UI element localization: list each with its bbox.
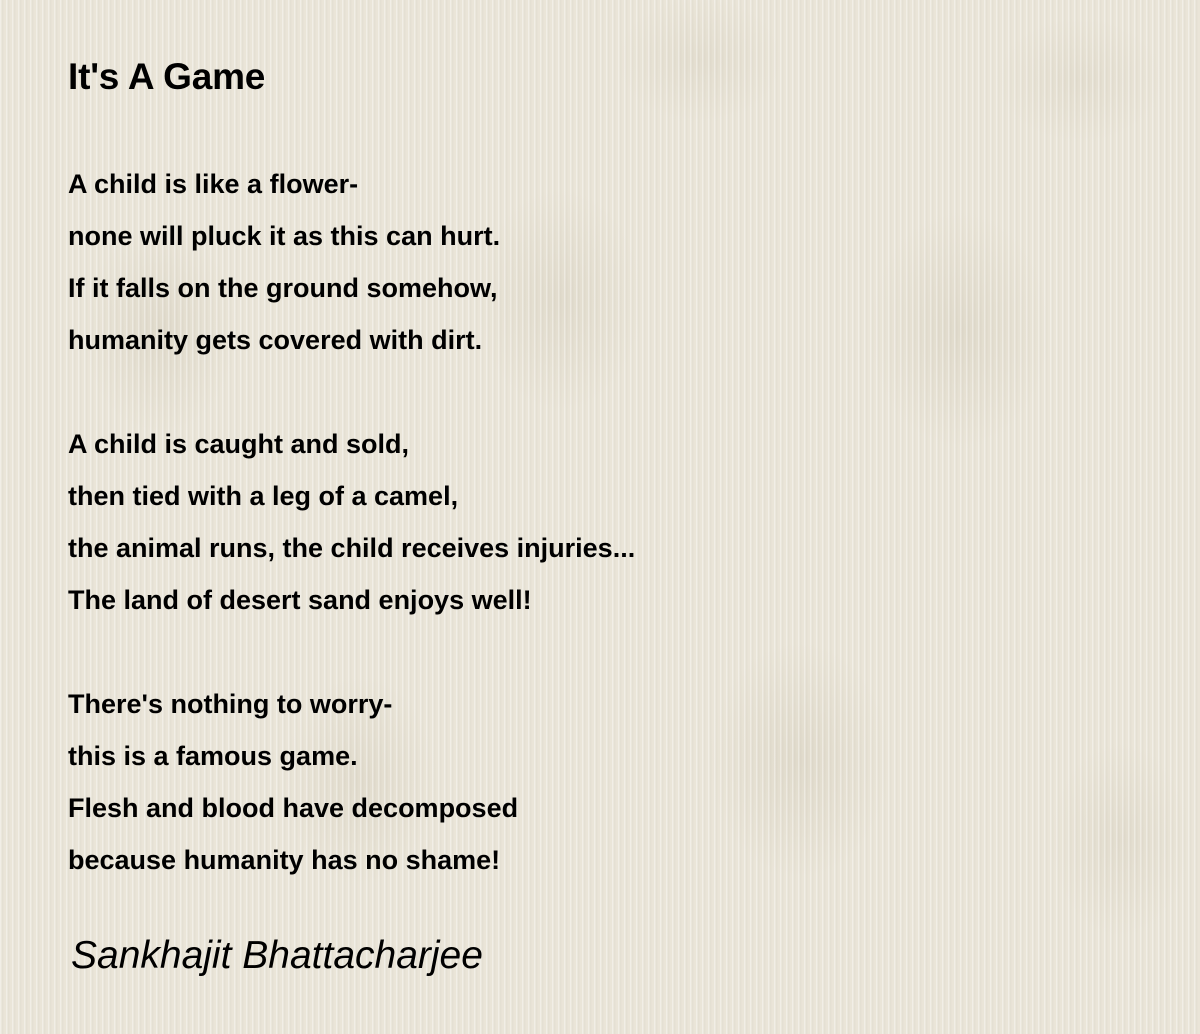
stanza-3 (68, 678, 1148, 886)
poem-line: A child is caught and sold, (68, 429, 410, 459)
poem-line: because humanity has no shame! (68, 845, 501, 875)
stanza-2 (68, 418, 1148, 626)
poem-line: A child is like a flower- (68, 169, 359, 199)
poem-line: this is a famous game. (68, 741, 358, 771)
poem-author: Sankhajit Bhattacharjee (71, 934, 483, 977)
poem-line: There's nothing to worry- (68, 689, 393, 719)
poem-line: humanity gets covered with dirt. (68, 325, 483, 355)
poem-container (68, 56, 1148, 886)
poem-line: Flesh and blood have decomposed (68, 793, 519, 823)
poem-line: none will pluck it as this can hurt. (68, 221, 501, 251)
poem-line: the animal runs, the child receives injuries... (68, 533, 636, 563)
poem-line: then tied with a leg of a camel, (68, 481, 459, 511)
poem-title: It's A Game (68, 56, 266, 97)
poem-line: The land of desert sand enjoys well! (68, 585, 532, 615)
poem-line: If it falls on the ground somehow, (68, 273, 498, 303)
stanza-1 (68, 158, 1148, 366)
